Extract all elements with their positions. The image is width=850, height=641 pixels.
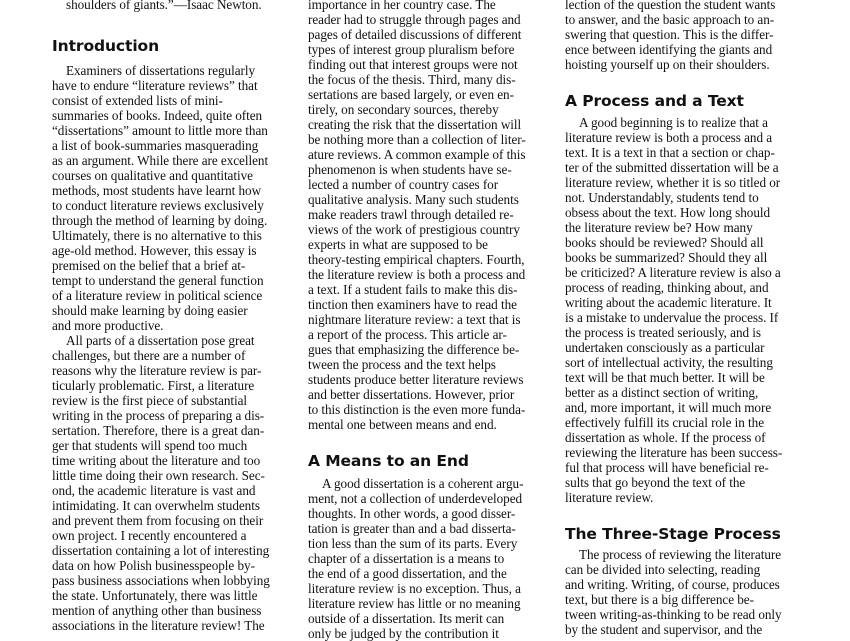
text-line: swering that question. This is the differ- bbox=[565, 27, 774, 42]
text-line: text. It is a text in that a section or chap- bbox=[565, 145, 775, 160]
text-line: little time doing their own research. Sec- bbox=[52, 468, 265, 483]
text-line: to this distinction is the even more funda- bbox=[308, 402, 526, 417]
text-line: premised on the belief that a brief at- bbox=[52, 258, 246, 273]
text-line: effectively fulfill its crucial role in the bbox=[565, 415, 765, 430]
text-line: tempt to understand the general function bbox=[52, 273, 264, 288]
text-line: All parts of a dissertation pose great bbox=[66, 333, 255, 348]
text-line: text, but there is a big difference be- bbox=[565, 592, 754, 607]
text-line: obsess about the text. How long should bbox=[565, 205, 771, 220]
giants-paragraph bbox=[565, 0, 799, 72]
text-line: review is the first piece of substantial bbox=[52, 393, 248, 408]
text-line: by the student and supervisor, and the bbox=[565, 622, 763, 637]
text-line: and better dissertations. However, prior bbox=[308, 387, 515, 402]
three-stage-paragraph bbox=[565, 547, 799, 637]
text-line: ticularly problematic. First, a literature bbox=[52, 378, 255, 393]
text-line: should make learning by doing easier bbox=[52, 303, 248, 318]
text-line: pages of detailed discussions of different bbox=[308, 27, 522, 42]
text-line: ter of the submitted dissertation will be a bbox=[565, 160, 779, 175]
text-line: chapter of a dissertation is a means to bbox=[308, 551, 505, 566]
heading-process-and-text: A Process and a Text bbox=[565, 92, 744, 110]
column-2 bbox=[308, 0, 544, 641]
text-line: finding out that interest groups were not bbox=[308, 57, 518, 72]
text-line: the literature review be? How many bbox=[565, 220, 753, 235]
text-line: intimidating. It can overwhelm students bbox=[52, 498, 260, 513]
text-line: sertations are based largely, or even en- bbox=[308, 87, 514, 102]
text-line: consist of extended lists of mini- bbox=[52, 93, 223, 108]
text-line: better as a distinct section of writing, bbox=[565, 385, 759, 400]
text-line: literature review. bbox=[565, 490, 654, 505]
text-line: to answer, and the basic approach to an- bbox=[565, 12, 775, 27]
text-line: views of the work of prestigious country bbox=[308, 222, 520, 237]
text-line: hoisting yourself up on their shoulders. bbox=[565, 57, 770, 72]
text-line: literature review is no exception. Thus, a bbox=[308, 581, 521, 596]
text-line: thoughts. In other words, a good disser- bbox=[308, 506, 516, 521]
text-line: to conduct literature reviews exclusively bbox=[52, 198, 264, 213]
text-line: pass business associations when lobbying bbox=[52, 573, 270, 588]
text-line: The process of reviewing the literature bbox=[579, 547, 782, 562]
column-3 bbox=[565, 0, 799, 637]
text-line: mental one between means and end. bbox=[308, 417, 497, 432]
text-line: of a literature review in political science bbox=[52, 288, 263, 303]
text-line: time writing about the literature and too bbox=[52, 453, 261, 468]
text-line: books should be reviewed? Should all bbox=[565, 235, 764, 250]
text-line: ment, not a collection of underdeveloped bbox=[308, 491, 523, 506]
text-line: Examiners of dissertations regularly bbox=[66, 63, 256, 78]
text-line: sort of intellectual activity, the resulting bbox=[565, 355, 773, 370]
text-line: lected a number of country cases for bbox=[308, 177, 499, 192]
text-line: theory-testing empirical chapters. Fourth, bbox=[308, 252, 525, 267]
intro-paragraph-2 bbox=[52, 333, 288, 633]
quote-tail: shoulders of giants.”—Isaac Newton. bbox=[66, 0, 262, 12]
text-line: literature review has little or no meaning bbox=[308, 596, 521, 611]
text-line: a report of the process. This article ar- bbox=[308, 327, 507, 342]
text-line: ence between identifying the giants and bbox=[565, 42, 773, 57]
text-line: dissertation containing a lot of interesting bbox=[52, 543, 270, 558]
text-line: and prevent them from focusing on their bbox=[52, 513, 264, 528]
text-line: a list of book-summaries masquerading bbox=[52, 138, 259, 153]
pluralism-paragraph bbox=[308, 0, 544, 432]
text-line: text will be that much better. It will be bbox=[565, 370, 765, 385]
text-line: types of interest group pluralism before bbox=[308, 42, 515, 57]
text-line: process of reading, thinking about, and bbox=[565, 280, 769, 295]
text-line: tween the process and the text helps bbox=[308, 357, 496, 372]
text-line: as an argument. While there are excellent bbox=[52, 153, 269, 168]
text-line: tation is greater than and a bad disserta- bbox=[308, 521, 516, 536]
text-line: and writing. Writing, of course, produces bbox=[565, 577, 780, 592]
text-line: reviewing the literature has been success- bbox=[565, 445, 783, 460]
text-line: be nothing more than a collection of liter- bbox=[308, 132, 526, 147]
text-line: mention of anything other than business bbox=[52, 603, 262, 618]
text-line: sults that go beyond the text of the bbox=[565, 475, 746, 490]
text-line: ger that students will spend too much bbox=[52, 438, 248, 453]
text-line: dissertation as whole. If the process of bbox=[565, 430, 766, 445]
text-line: ond, the academic literature is vast and bbox=[52, 483, 256, 498]
text-line: ature reviews. A common example of this bbox=[308, 147, 526, 162]
text-line: the state. Unfortunately, there was little bbox=[52, 588, 258, 603]
text-line: gues that emphasizing the difference be- bbox=[308, 342, 520, 357]
text-line: age-old method. However, this essay is bbox=[52, 243, 257, 258]
text-line: students produce better literature reviews bbox=[308, 372, 524, 387]
intro-paragraph-1 bbox=[52, 63, 288, 333]
text-line: only be judged by the contribution it bbox=[308, 626, 499, 641]
text-line: associations in the literature review! The bbox=[52, 618, 265, 633]
text-line: methods, most students have learnt how bbox=[52, 183, 262, 198]
text-line: literature review, whether it is so titled or bbox=[565, 175, 781, 190]
text-line: can be divided into selecting, reading bbox=[565, 562, 761, 577]
text-line: creating the risk that the dissertation will bbox=[308, 117, 522, 132]
text-line: not. Understandably, students tend to bbox=[565, 190, 759, 205]
text-line: tween writing-as-thinking to be read only bbox=[565, 607, 782, 622]
text-line: reasons why the literature review is par- bbox=[52, 363, 262, 378]
text-line: data on how Polish businesspeople by- bbox=[52, 558, 255, 573]
text-line: make readers trawl through detailed re- bbox=[308, 207, 514, 222]
text-line: summaries of books. Indeed, quite often bbox=[52, 108, 263, 123]
heading-three-stage-process: The Three-Stage Process bbox=[565, 525, 781, 543]
text-line: through the method of learning by doing. bbox=[52, 213, 268, 228]
heading-means-to-an-end: A Means to an End bbox=[308, 452, 469, 470]
text-line: reader had to struggle through pages and bbox=[308, 12, 521, 27]
text-line: phenomenon is when students have se- bbox=[308, 162, 512, 177]
text-line: the literature review is both a process and bbox=[308, 267, 526, 282]
text-line: qualitative analysis. Many such students bbox=[308, 192, 519, 207]
means-paragraph bbox=[308, 476, 544, 641]
text-line: tirely, on secondary sources, thereby bbox=[308, 102, 499, 117]
text-line: is a mistake to undervalue the process. If bbox=[565, 310, 779, 325]
text-line: ful that process will have beneficial re- bbox=[565, 460, 769, 475]
text-line: nightmare literature review: a text that is bbox=[308, 312, 521, 327]
text-line: importance in her country case. The bbox=[308, 0, 496, 12]
text-line: courses on qualitative and quantitative bbox=[52, 168, 253, 183]
text-line: and, more important, it will much more bbox=[565, 400, 772, 415]
text-line: have to endure “literature reviews” that bbox=[52, 78, 258, 93]
text-line: tion less than the sum of its parts. Every bbox=[308, 536, 518, 551]
text-line: outside of a dissertation. Its merit can bbox=[308, 611, 505, 626]
heading-introduction: Introduction bbox=[52, 37, 160, 55]
text-line: the end of a good dissertation, and the bbox=[308, 566, 507, 581]
text-line: and more productive. bbox=[52, 318, 164, 333]
text-line: writing about the academic literature. It bbox=[565, 295, 772, 310]
text-line: lection of the question the student wants bbox=[565, 0, 776, 12]
text-line: books be summarized? Should they all bbox=[565, 250, 768, 265]
text-line: A good dissertation is a coherent argu- bbox=[322, 476, 524, 491]
text-line: literature review is both a process and a bbox=[565, 130, 773, 145]
text-line: the focus of the thesis. Third, many dis- bbox=[308, 72, 516, 87]
text-line: sertation. Therefore, there is a great dan- bbox=[52, 423, 265, 438]
text-line: “dissertations” amount to little more than bbox=[52, 123, 268, 138]
text-line: be criticized? A literature review is also a bbox=[565, 265, 781, 280]
text-line: A good beginning is to realize that a bbox=[579, 115, 768, 130]
text-line: experts in what are supposed to be bbox=[308, 237, 488, 252]
text-line: writing in the process of preparing a dis- bbox=[52, 408, 265, 423]
text-line: Ultimately, there is no alternative to this bbox=[52, 228, 262, 243]
text-line: challenges, but there are a number of bbox=[52, 348, 246, 363]
column-1 bbox=[52, 0, 288, 633]
text-line: own project. I recently encountered a bbox=[52, 528, 247, 543]
text-line: undertaken consciously as a particular bbox=[565, 340, 765, 355]
process-paragraph bbox=[565, 115, 799, 505]
text-line: a text. If a student fails to make this dis- bbox=[308, 282, 518, 297]
text-line: the process is treated seriously, and is bbox=[565, 325, 762, 340]
text-line: tinction then examiners have to read the bbox=[308, 297, 517, 312]
